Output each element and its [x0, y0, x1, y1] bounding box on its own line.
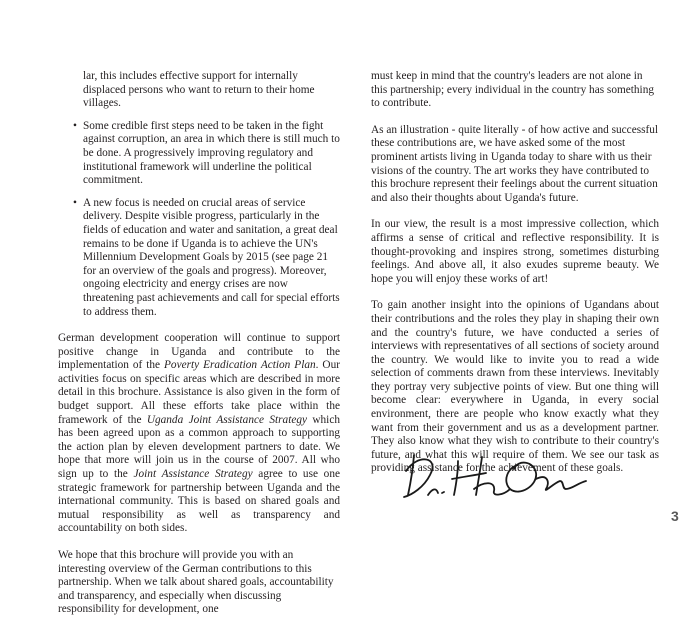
- page-number: 3: [671, 508, 679, 524]
- paragraph-hope: We hope that this brochure will provide you with an interesting overview of the German contributions to this partnership. When we talk about shared goals, accountability and transparency, and especially when discussing responsibility for development, one: [58, 549, 334, 616]
- signature: [398, 443, 590, 505]
- bullet-item: • A new focus is needed on crucial areas of service delivery. Despite visible progress, particularly in the fields of education and water and sanitation, a great deal remains to be done if Uganda is to achieve the UN's Millennium Development Goals by 2015 (see page 21 for an overview of the goals and progress). Moreover, ongoing electricity and energy crises are now threatening past achievements and call for special efforts to address them.: [73, 196, 340, 318]
- left-column: [58, 70, 340, 630]
- paragraph: In our view, the result is a most impressive collection, which affirms a sense of critical and reflective responsibility. It is thought-provoking and inspires strong, sometimes disturbing feelings. And above all, it also exudes supreme beauty. We hope you will enjoy these works of art!: [371, 218, 659, 285]
- signature-stroke: [506, 463, 586, 492]
- paragraph: As an illustration - quite literally - of how active and successful these contributions are, we have asked some of the most prominent artists living in Uganda today to share with us their visions of the country. The art works they have contributed to this brochure represent their feelings about the current situation and also their thoughts about Uganda's future.: [371, 123, 659, 204]
- paragraph-cooperation: German development cooperation will continue to support positive change in Uganda and contribute to the implementation of the Poverty Eradication Action Plan. Our activities focus on specific areas which are described in more detail in this brochure. Assistance is also given in the form of budget support. All these efforts take place within the framework of the Uganda Joint Assistance Strategy which has been agreed upon as a common approach to supporting the action plan by eleven development partners to date. We hope that more will join us in the course of 2007. All who sign up to the Joint Assistance Strategy agree to use one strategic framework for partnership between Uganda and the international community. This is based on shared goals and mutual responsibility as well as transparency and accountability on both sides.: [58, 332, 340, 535]
- paragraph: must keep in mind that the country's leaders are not alone in this partnership; every individual in the country has something to contribute.: [371, 70, 654, 110]
- signature-stroke: [404, 455, 444, 497]
- bullet-continuation: lar, this includes effective support for internally displaced persons who want to return to their home villages.: [83, 70, 315, 110]
- right-column: [371, 70, 659, 489]
- paragraph: To gain another insight into the opinions of Ugandans about their contributions and the roles they play in shaping their own and the country's future, we have conducted a series of interviews with representatives of all sections of society around the country. We would like to invite you to read a wide selection of comments drawn from these interviews. Inevitably they portray very subjective points of view. But one thing will become clear: everywhere in Uganda, in every social environment, there are people who know exactly what they want from their government and us as a development partner. They also know what they wish to contribute to their country's future, and what this will require of them. We see our task as providing assistance for the achievement of these goals.: [371, 299, 659, 475]
- signature-stroke: [452, 457, 510, 495]
- bullet-list: [58, 120, 340, 319]
- bullet-dot: •: [73, 196, 77, 209]
- bullet-dot: •: [73, 119, 77, 132]
- bullet-item: • Some credible first steps need to be taken in the fight against corruption, an area in which there is still much to be done. A progressively improving regulatory and institutional framework will underline the political commitment.: [73, 119, 340, 187]
